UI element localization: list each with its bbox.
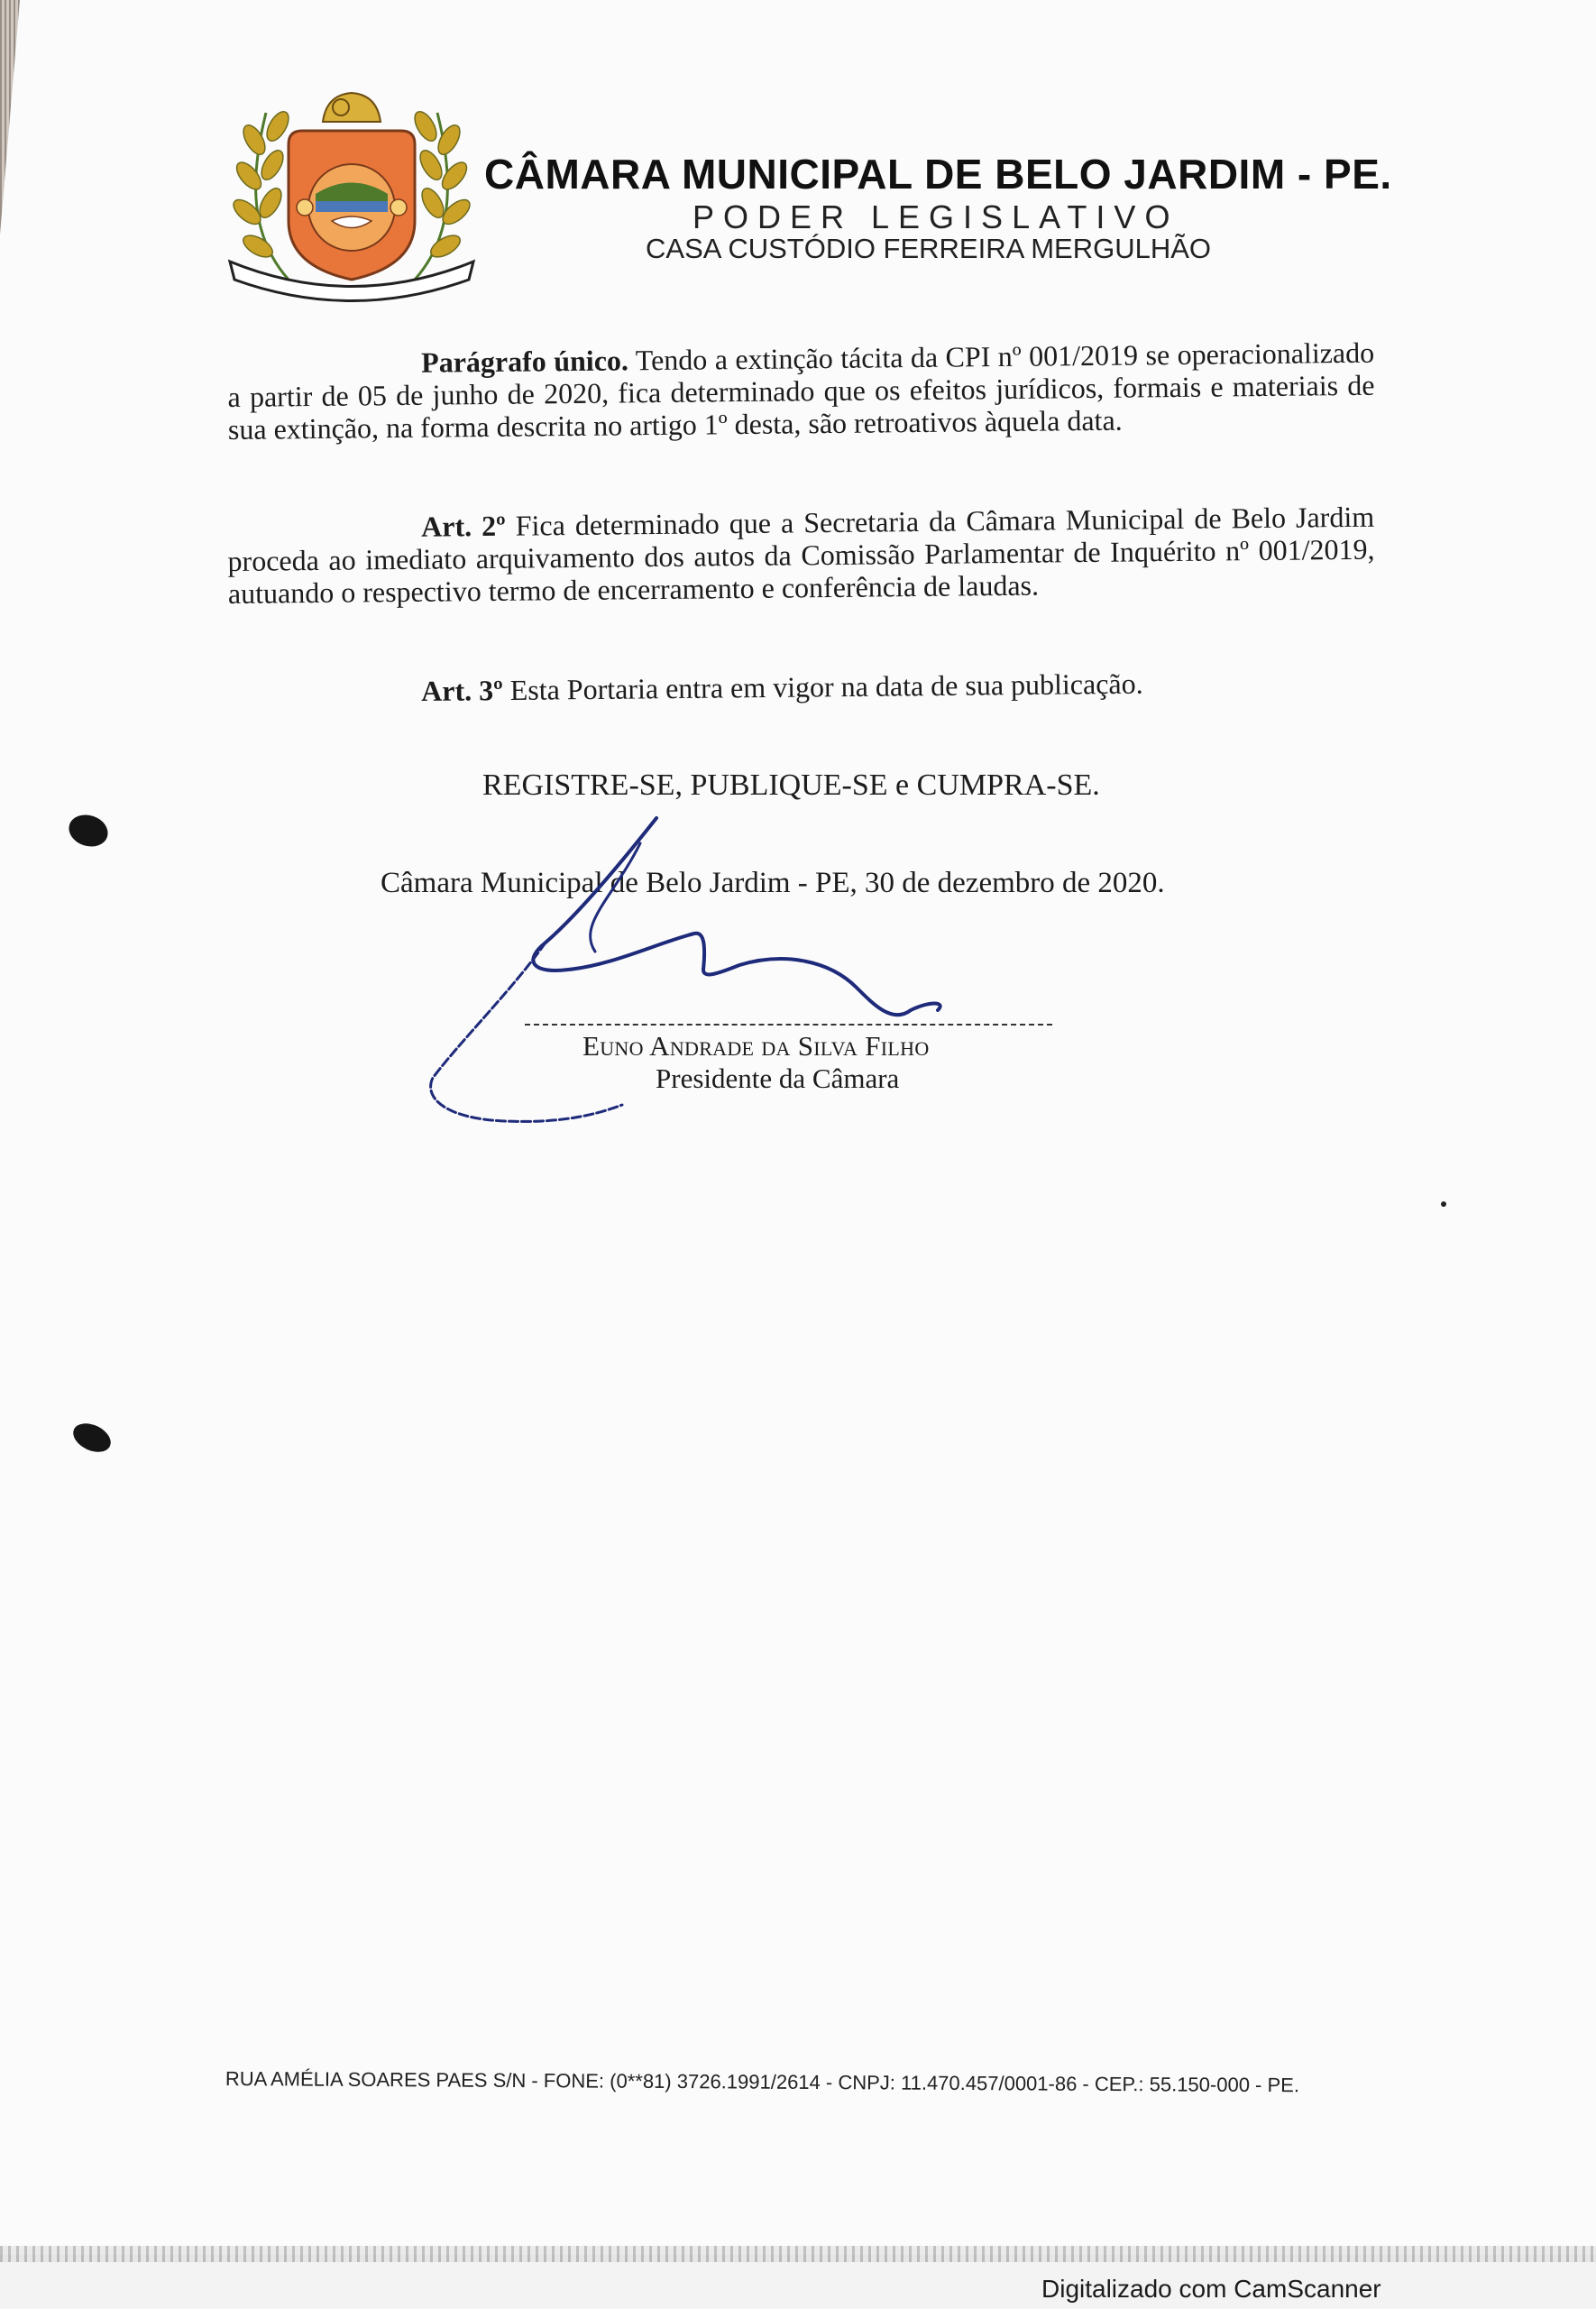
municipal-crest-icon <box>225 86 478 302</box>
article-3-text: Esta Portaria entra em vigor na data de sua publicação. <box>502 667 1143 707</box>
paper-edge-bottom <box>0 2246 1596 2262</box>
article-2-text: Fica determinado que a Secretaria da Câmara Municipal de Belo Jardim proceda ao imediato arquivamento dos autos da Comissão Parlamentar de Inquérito nº 001/2019, autuando o respectivo termo de encerramento e conferência de laudas. <box>227 500 1375 610</box>
paper-edge-left <box>0 0 20 235</box>
scanner-watermark: Digitalizado com CamScanner <box>1041 2275 1381 2303</box>
punch-hole-top <box>65 810 112 851</box>
paragraph-unico <box>227 336 1375 446</box>
ink-speck <box>1441 1201 1446 1207</box>
signatory-role: Presidente da Câmara <box>656 1063 900 1094</box>
article-3 <box>421 667 1143 707</box>
paragraph-unico-text: Tendo a extinção tácita da CPI nº 001/2019 se operacionalizado a partir de 05 de junho de 2020, fica determinado que os efeitos jurídicos, formais e materiais de sua extinção, na forma descrita no artigo 1º desta, são retroativos àquela data. <box>227 336 1375 446</box>
footer-address: RUA AMÉLIA SOARES PAES S/N - FONE: (0**81) 3726.1991/2614 - CNPJ: 11.470.457/0001-86 - CEP.: 55.150-000 - PE. <box>225 2067 1300 2097</box>
institution-subtitle: PODER LEGISLATIVO <box>693 198 1179 235</box>
institution-house-name: CASA CUSTÓDIO FERREIRA MERGULHÃO <box>646 233 1211 264</box>
paragraph-unico-label: Parágrafo único. <box>420 344 629 379</box>
article-2 <box>227 501 1375 610</box>
handwritten-signature <box>406 807 1091 1132</box>
closing-formula: REGISTRE-SE, PUBLIQUE-SE e CUMPRA-SE. <box>482 768 1100 802</box>
article-3-label: Art. 3º <box>421 674 503 707</box>
signatory-name: Euno Andrade da Silva Filho <box>582 1030 930 1062</box>
place-and-date: Câmara Municipal de Belo Jardim - PE, 30 de dezembro de 2020. <box>381 867 1165 899</box>
punch-hole-bottom <box>69 1418 115 1458</box>
institution-title: CÂMARA MUNICIPAL DE BELO JARDIM - PE. <box>484 151 1392 198</box>
article-2-label: Art. 2º <box>420 509 506 543</box>
